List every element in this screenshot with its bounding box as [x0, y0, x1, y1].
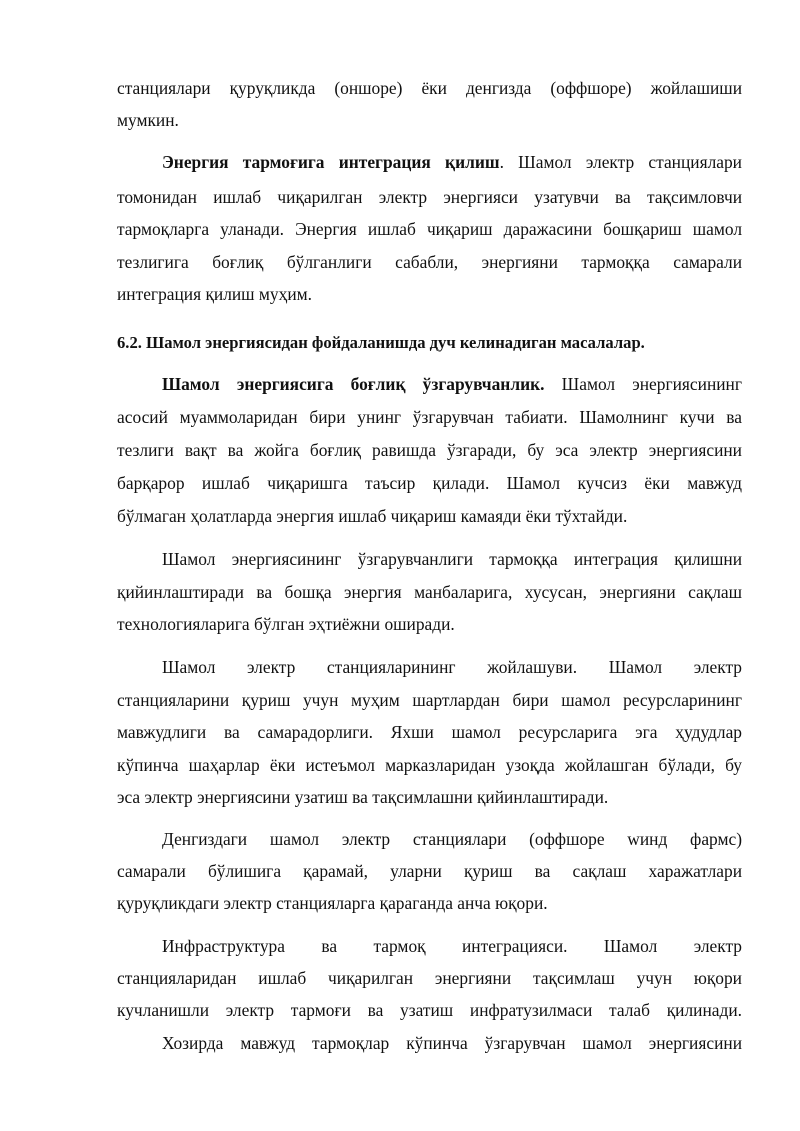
- section-heading: 6.2. Шамол энергиясидан фойдаланишда дуч келинадиган масалалар.: [117, 333, 645, 352]
- paragraph-line: тезлиги вақт ва жойга боғлиқ равишда ўзгаради, бу эса электр энергиясини: [117, 440, 742, 460]
- bold-lead: Энергия тармоғига интеграция қилиш: [162, 152, 500, 172]
- paragraph-line: кучланишли электр тармоғи ва узатиш инфратузилмаси талаб қилинади.: [117, 1000, 742, 1020]
- bold-lead: Шамол энергиясига боғлиқ ўзгарувчанлик.: [162, 374, 545, 394]
- paragraph-line: эса электр энергиясини узатиш ва тақсимлашни қийинлаштиради.: [117, 787, 609, 807]
- paragraph-line: интеграция қилиш муҳим.: [117, 284, 312, 304]
- paragraph-line: технологияларига бўлган эҳтиёжни оширади.: [117, 614, 455, 634]
- paragraph-line: қуруқликдаги электр станцияларга қараганда анча юқори.: [117, 893, 548, 913]
- paragraph-first-line: Денгиздаги шамол электр станциялари (оффшоре wинд фармс): [162, 829, 742, 849]
- paragraph-line-rest: . Шамол электр станциялари: [499, 152, 742, 172]
- paragraph-first-line: Хозирда мавжуд тармоқлар кўпинча ўзгарувчан шамол энергиясини: [162, 1033, 742, 1053]
- paragraph-line: станциялари қуруқликда (оншоре) ёки денгизда (оффшоре) жойлашиши: [117, 78, 742, 98]
- paragraph-first-line: [162, 372, 742, 396]
- paragraph-first-line: [162, 150, 742, 174]
- paragraph-line: самарали бўлишига қарамай, уларни қуриш ва сақлаш харажатлари: [117, 861, 742, 881]
- paragraph-line: мумкин.: [117, 110, 179, 130]
- paragraph-line: бўлмаган ҳолатларда энергия ишлаб чиқариш камаяди ёки тўхтайди.: [117, 506, 628, 526]
- paragraph-first-line: Шамол энергиясининг ўзгарувчанлиги тармоққа интеграция қилишни: [162, 549, 742, 569]
- paragraph-line: станцияларидан ишлаб чиқарилган энергияни тақсимлаш учун юқори: [117, 968, 742, 988]
- paragraph-line: томонидан ишлаб чиқарилган электр энергияси узатувчи ва тақсимловчи: [117, 187, 742, 207]
- paragraph-line: асосий муаммоларидан бири унинг ўзгарувчан табиати. Шамолнинг кучи ва: [117, 407, 742, 427]
- paragraph-line: мавжудлиги ва самарадорлиги. Яхши шамол ресурсларига эга ҳудудлар: [117, 722, 742, 742]
- paragraph-line: қийинлаштиради ва бошқа энергия манбаларига, хусусан, энергияни сақлаш: [117, 582, 742, 602]
- paragraph-line: барқарор ишлаб чиқаришга таъсир қилади. Шамол кучсиз ёки мавжуд: [117, 473, 742, 493]
- paragraph-first-line: Инфраструктура ва тармоқ интеграцияси. Шамол электр: [162, 936, 742, 956]
- paragraph-first-line: Шамол электр станцияларининг жойлашуви. Шамол электр: [162, 657, 742, 677]
- paragraph-line: тезлигига боғлиқ бўлганлиги сабабли, энергияни тармоққа самарали: [117, 252, 742, 272]
- paragraph-line: станцияларини қуриш учун муҳим шартлардан бири шамол ресурсларининг: [117, 690, 742, 710]
- paragraph-line: кўпинча шаҳарлар ёки истеъмол марказларидан узоқда жойлашган бўлади, бу: [117, 755, 742, 775]
- paragraph-line: тармоқларга уланади. Энергия ишлаб чиқариш даражасини бошқариш шамол: [117, 219, 742, 239]
- paragraph-line-rest: Шамол энергиясининг: [544, 374, 742, 394]
